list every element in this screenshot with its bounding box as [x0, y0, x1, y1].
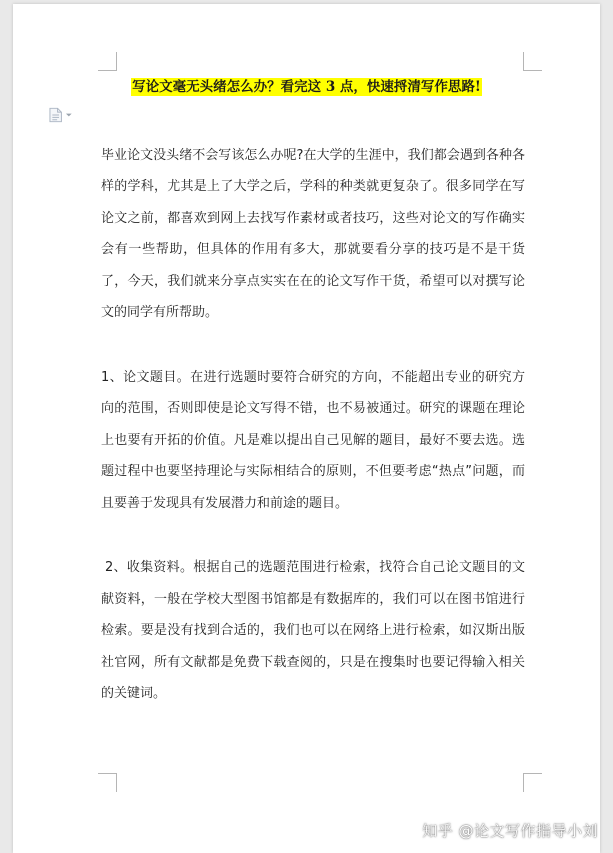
chevron-down-icon	[65, 112, 73, 118]
document-title-text: 写论文毫无头绪怎么办？看完这 3 点，快速捋清写作思路!	[132, 79, 481, 95]
page-corner-mark-bottom-left	[98, 773, 117, 792]
document-icon	[49, 107, 62, 123]
paragraph-point-1: 1、论文题目。在进行选题时要符合研究的方向，不能超出专业的研究方向的范围，否则即使是论文写得不错，也不易被通过。研究的课题在理论上也要有开拓的价值。凡是难以提出自己见解的题目，最好不要去选。选题过程中也要坚持理论与实际相结合的原则，不但要考虑“热点”问题，而且要善于发现具有发展潜力和前途的题目。	[101, 369, 525, 511]
page-corner-mark-top-left	[98, 52, 117, 71]
document-page	[13, 4, 600, 853]
document-title	[13, 77, 600, 97]
document-body	[101, 140, 525, 710]
paragraph-intro: 毕业论文没头绪不会写该怎么办呢?在大学的生涯中，我们都会遇到各种各样的学科，尤其是上了大学之后，学科的种类就更复杂了。很多同学在写论文之前，都喜欢到网上去找写作素材或者技巧，这些对论文的写作确实会有一些帮助，但具体的作用有多大，那就要看分享的技巧是不是干货了，今天，我们就来分享点实实在在的论文写作干货，希望可以对撰写论文的同学有所帮助。	[101, 148, 525, 321]
page-corner-mark-bottom-right	[523, 773, 542, 792]
paragraph-point-2: 2、收集资料。根据自己的选题范围进行检索，找符合自己论文题目的文献资料，一般在学校大型图书馆都是有数据库的，我们可以在图书馆进行检索。要是没有找到合适的，我们也可以在网络上进行检索，如汉斯出版社官网，所有文献都是免费下载查阅的，只是在搜集时也要记得输入相关的关键词。	[101, 560, 525, 702]
watermark: 知乎 @论文写作指导小刘	[422, 822, 598, 840]
page-corner-mark-top-right	[523, 52, 542, 71]
document-dropdown-icon[interactable]	[49, 107, 73, 123]
